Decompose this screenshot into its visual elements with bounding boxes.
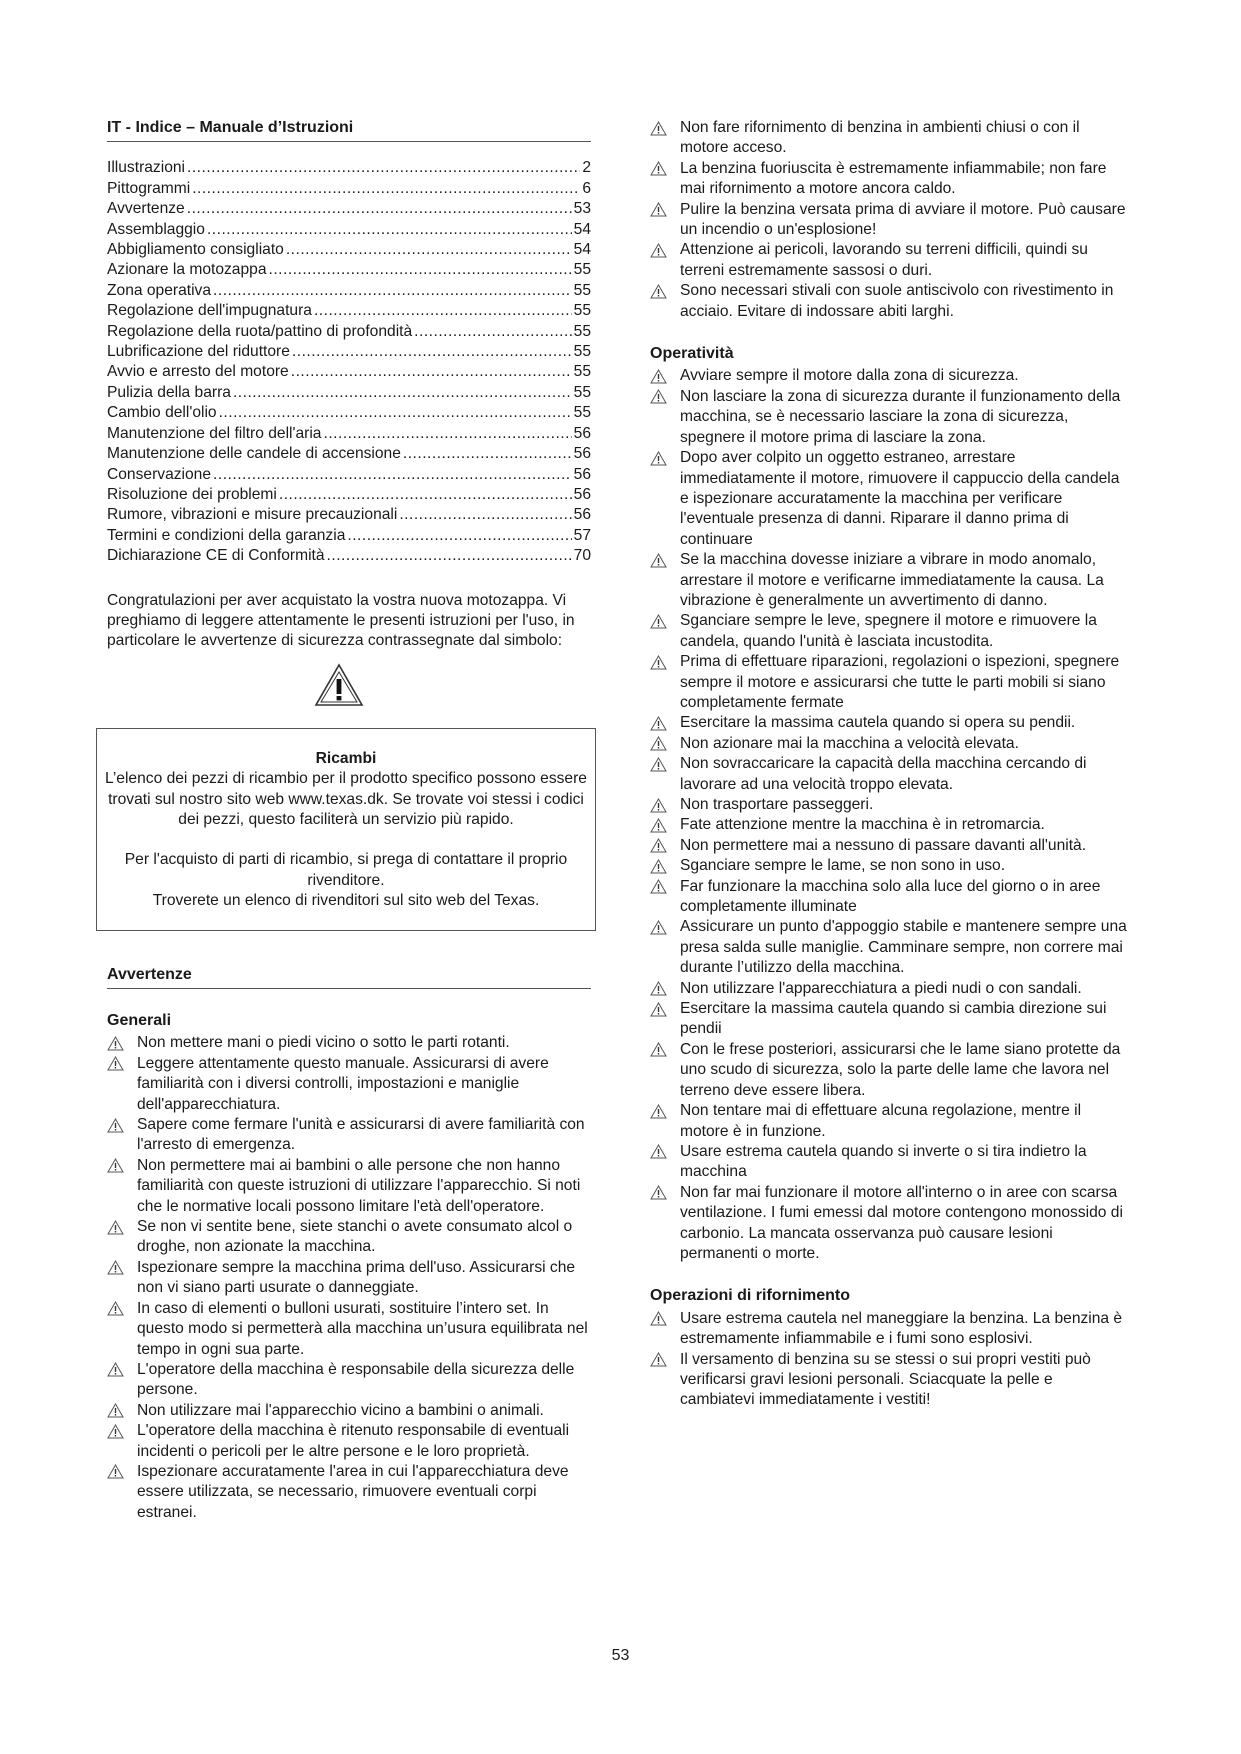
toc-entry-page: 56 — [573, 506, 591, 524]
spare-parts-box — [96, 728, 596, 931]
warning-item — [650, 652, 1130, 713]
toc-entry-page: 57 — [573, 526, 591, 544]
toc-leader — [286, 240, 572, 260]
warning-item — [650, 754, 1130, 795]
warning-text: Ispezionare sempre la macchina prima dell'uso. Assicurarsi che non vi siano parti usurate o danneggiate. — [137, 1258, 576, 1297]
spacer — [105, 830, 587, 850]
toc-leader — [187, 158, 580, 178]
toc-leader — [192, 179, 580, 199]
toc-entry[interactable] — [107, 505, 591, 525]
toc-entry-name: Illustrazioni — [107, 159, 185, 177]
spare-parts-paragraph: Per l'acquisto di parti di ricambio, si prega di contattare il proprio rivenditore. — [124, 851, 568, 889]
toc-entry[interactable] — [107, 546, 591, 566]
subsection-title-operativita: Operatività — [650, 345, 734, 363]
toc-entry-page: 2 — [582, 159, 591, 177]
toc-entry-name: Lubrificazione del riduttore — [107, 343, 290, 361]
warning-item — [650, 856, 1130, 876]
warning-icon — [650, 734, 680, 754]
warning-icon — [650, 917, 680, 937]
toc-leader — [347, 526, 571, 546]
warning-icon — [650, 836, 680, 856]
toc-entry-page: 55 — [573, 281, 591, 299]
intro-paragraph: Congratulazioni per aver acquistato la vostra nuova motozappa. Vi preghiamo di leggere attentamente le presenti istruzioni per l'uso, in particolare le avvertenze di sicurezza contrassegnate dal simbolo: — [107, 591, 575, 650]
toc-leader — [414, 322, 571, 342]
toc-entry-name: Conservazione — [107, 465, 212, 483]
warning-icon — [650, 856, 680, 876]
warning-item — [107, 1299, 591, 1360]
warning-icon — [107, 1299, 137, 1319]
toc-entry-name: Regolazione della ruota/pattino di profondità — [107, 322, 413, 340]
warning-item — [107, 1401, 591, 1421]
warning-item — [650, 1350, 1130, 1411]
toc-entry-page: 54 — [573, 220, 591, 238]
toc-leader — [314, 301, 572, 321]
warning-item — [107, 1421, 591, 1462]
warning-icon — [650, 611, 680, 631]
warning-icon — [650, 159, 680, 179]
toc-leader — [213, 281, 572, 301]
warning-list-rifornimento — [650, 1309, 1130, 1411]
warning-text: Non azionare mai la macchina a velocità elevata. — [680, 734, 1019, 752]
toc-entry[interactable] — [107, 220, 591, 240]
toc-leader — [327, 546, 572, 566]
toc-entry[interactable] — [107, 465, 591, 485]
warning-text: Non permettere mai a nessuno di passare davanti all'unità. — [680, 836, 1087, 854]
toc-entry-name: Pittogrammi — [107, 179, 191, 197]
warning-icon — [650, 877, 680, 897]
warning-item — [650, 1040, 1130, 1101]
warning-icon — [650, 815, 680, 835]
toc-entry-page: 55 — [573, 302, 591, 320]
warning-text: Far funzionare la macchina solo alla luce del giorno o in aree completamente illuminate — [680, 877, 1101, 916]
warning-icon — [650, 652, 680, 672]
toc-entry-name: Regolazione dell'impugnatura — [107, 302, 312, 320]
toc-entry[interactable] — [107, 362, 591, 382]
toc-entry-page: 55 — [573, 404, 591, 422]
warning-icon — [650, 1183, 680, 1203]
warning-item — [650, 240, 1130, 281]
warning-item — [650, 815, 1130, 835]
toc-entry-name: Termini e condizioni della garanzia — [107, 526, 346, 544]
warning-item — [650, 836, 1130, 856]
warning-item — [650, 1142, 1130, 1183]
warning-item — [107, 1115, 591, 1156]
toc-entry-name: Avvio e arresto del motore — [107, 363, 289, 381]
warning-text: Prima di effettuare riparazioni, regolazioni o ispezioni, spegnere sempre il motore e assicurarsi che tutte le parti mobili si siano completamente fermate — [680, 653, 1120, 711]
warning-icon — [107, 1033, 137, 1053]
warning-icon — [650, 366, 680, 386]
warning-icon — [650, 281, 680, 301]
spare-parts-paragraph: Troverete un elenco di rivenditori sul sito web del Texas. — [152, 892, 540, 910]
toc-leader — [219, 403, 572, 423]
warning-item — [107, 1054, 591, 1115]
warning-item — [650, 159, 1130, 200]
warning-text: Sapere come fermare l'unità e assicurarsi di avere familiarità con l'arresto di emergenza. — [137, 1116, 585, 1154]
page-number: 53 — [611, 1647, 630, 1664]
toc-leader — [207, 220, 572, 240]
warning-text: Sganciare sempre le lame, se non sono in uso. — [680, 857, 1006, 875]
toc-entry-name: Cambio dell'olio — [107, 404, 217, 422]
warning-text: Usare estrema cautela quando si inverte o si tira indietro la macchina — [680, 1142, 1087, 1181]
left-column — [107, 118, 591, 1523]
spare-parts-paragraph: L’elenco dei pezzi di ricambio per il prodotto specifico possono essere trovati sul nostro sito web www.texas.dk. Se trovate voi stessi i codici dei pezzi, questo faciliterà un servizio più rapido. — [105, 770, 587, 828]
warning-text: In caso di elementi o bulloni usurati, sostituire l’intero set. In questo modo si permetterà alla macchina un’usura equilibrata nel tempo in ogni sua parte. — [137, 1299, 588, 1358]
toc-entry-name: Dichiarazione CE di Conformità — [107, 547, 325, 565]
warning-item — [650, 550, 1130, 611]
warning-icon — [650, 1142, 680, 1162]
toc-entry[interactable] — [107, 301, 591, 321]
warning-item — [650, 448, 1130, 550]
toc-entry[interactable] — [107, 158, 591, 178]
warning-item — [107, 1217, 591, 1258]
warning-list-operativita — [650, 366, 1130, 1264]
warning-text: Non far mai funzionare il motore all'interno o in aree con scarsa ventilazione. I fumi emessi dal motore contengono monossido di carbonio. La mancata osservanza può causare lesioni permanenti o morte. — [680, 1183, 1123, 1262]
warning-text: Non lasciare la zona di sicurezza durante il funzionamento della macchina, se è necessario lasciare la zona di sicurezza, spegnere il motore prima di lasciare la zona. — [680, 387, 1121, 446]
warning-text: Non sovraccaricare la capacità della macchina cercando di lavorare ad una velocità troppo elevata. — [680, 755, 1087, 793]
toc-entry[interactable] — [107, 485, 591, 505]
warning-icon — [107, 1360, 137, 1380]
warning-item — [107, 1360, 591, 1401]
warning-item — [650, 366, 1130, 386]
toc-leader — [279, 485, 572, 505]
subsection-title-rifornimento: Operazioni di rifornimento — [650, 1287, 851, 1305]
toc-entry[interactable] — [107, 281, 591, 301]
warning-icon — [650, 200, 680, 220]
toc-entry-page: 53 — [573, 200, 591, 218]
warning-icon — [107, 1421, 137, 1441]
warning-icon — [650, 1101, 680, 1121]
warning-icon — [107, 1462, 137, 1482]
warning-icon — [107, 1258, 137, 1278]
warning-text: Assicurare un punto d'appoggio stabile e mantenere sempre una presa salda sulle maniglie. Camminare sempre, non correre mai durante l’utilizzo della macchina. — [680, 918, 1127, 977]
warning-item — [107, 1462, 591, 1523]
warning-item — [650, 387, 1130, 448]
warning-item — [650, 611, 1130, 652]
warning-item — [107, 1156, 591, 1217]
toc-entry[interactable] — [107, 526, 591, 546]
warning-text: Non mettere mani o piedi vicino o sotto le parti rotanti. — [137, 1034, 510, 1052]
warning-item — [107, 1258, 591, 1299]
toc-entry-name: Assemblaggio — [107, 220, 205, 238]
toc-entry[interactable] — [107, 199, 591, 219]
toc-entry-name: Pulizia della barra — [107, 383, 231, 401]
warning-icon — [650, 1040, 680, 1060]
warning-text: Non fare rifornimento di benzina in ambienti chiusi o con il motore acceso. — [680, 119, 1080, 157]
warning-icon — [650, 754, 680, 774]
toc-leader — [187, 199, 572, 219]
warning-text: Avviare sempre il motore dalla zona di sicurezza. — [680, 367, 1019, 385]
warning-icon — [650, 118, 680, 138]
toc-entry-page: 55 — [573, 363, 591, 381]
toc-title: IT - Indice – Manuale d’Istruzioni — [107, 118, 591, 142]
toc-entry-page: 70 — [573, 547, 591, 565]
warning-item — [650, 795, 1130, 815]
toc-entry-page: 56 — [573, 445, 591, 463]
warning-item — [650, 1101, 1130, 1142]
toc-entry[interactable] — [107, 342, 591, 362]
toc-entry[interactable] — [107, 383, 591, 403]
warning-text: Sono necessari stivali con suole antiscivolo con rivestimento in acciaio. Evitare di indossare abiti larghi. — [680, 282, 1114, 320]
warning-list-generali-continued — [650, 118, 1130, 322]
warning-text: Non tentare mai di effettuare alcuna regolazione, mentre il motore è in funzione. — [680, 1102, 1082, 1140]
warning-item — [650, 734, 1130, 754]
toc-entry-name: Abbigliamento consigliato — [107, 241, 284, 259]
warning-item — [650, 1183, 1130, 1265]
spare-parts-title: Ricambi — [315, 749, 377, 767]
warning-icon — [650, 1350, 680, 1370]
warning-text: Esercitare la massima cautela quando si cambia direzione sui pendii — [680, 1000, 1107, 1038]
toc-entry[interactable] — [107, 322, 591, 342]
warning-list-generali — [107, 1033, 591, 1523]
warning-text: Pulire la benzina versata prima di avviare il motore. Può causare un incendio o un'esplosione! — [680, 200, 1126, 239]
warning-icon — [650, 999, 680, 1019]
warning-item — [650, 118, 1130, 159]
warning-text: Leggere attentamente questo manuale. Assicurarsi di avere familiarità con i diversi controlli, impostazioni e maniglie dell'apparecchiatura. — [137, 1054, 549, 1113]
toc-leader — [403, 444, 572, 464]
warning-icon — [650, 387, 680, 407]
warning-icon — [650, 550, 680, 570]
warning-text: Ispezionare accuratamente l'area in cui l'apparecchiatura deve essere utilizzata, se necessario, rimuovere eventuali corpi estranei. — [137, 1462, 569, 1521]
toc-leader — [213, 465, 572, 485]
toc-entry-name: Manutenzione del filtro dell'aria — [107, 424, 322, 442]
warning-text: Con le frese posteriori, assicurarsi che le lame siano protette da uno scudo di sicurezza, solo la parte delle lame che lavora nel terreno deve essere libera. — [680, 1040, 1121, 1099]
toc-entry-name: Azionare la motozappa — [107, 261, 267, 279]
toc-entry[interactable] — [107, 240, 591, 260]
warning-icon — [650, 240, 680, 260]
toc-entry-page: 56 — [573, 424, 591, 442]
toc-leader — [269, 260, 572, 280]
warning-item — [650, 200, 1130, 241]
warning-icon — [650, 713, 680, 733]
toc-entry[interactable] — [107, 444, 591, 464]
warning-text: Non utilizzare mai l'apparecchio vicino a bambini o animali. — [137, 1401, 544, 1419]
toc-entry-page: 55 — [573, 261, 591, 279]
warning-icon — [107, 1217, 137, 1237]
warning-icon — [107, 1401, 137, 1421]
warning-icon — [650, 979, 680, 999]
toc-entry-page: 6 — [582, 179, 591, 197]
right-column — [650, 118, 1130, 1411]
toc-entry-name: Zona operativa — [107, 281, 212, 299]
warning-icon — [107, 1115, 137, 1135]
toc-entry[interactable] — [107, 403, 591, 423]
toc-leader — [323, 424, 571, 444]
subsection-title-generali: Generali — [107, 1012, 172, 1029]
warning-text: Non trasportare passeggeri. — [680, 796, 874, 813]
toc-entry[interactable] — [107, 424, 591, 444]
warning-item — [650, 877, 1130, 918]
toc-entry-name: Avvertenze — [107, 200, 185, 218]
toc-entry[interactable] — [107, 260, 591, 280]
warning-text: Non utilizzare l'apparecchiatura a piedi nudi o con sandali. — [680, 979, 1082, 997]
warning-text: Se la macchina dovesse iniziare a vibrare in modo anomalo, arrestare il motore e verificarne immediatamente la causa. La vibrazione è generalmente un avvertimento di danno. — [680, 551, 1104, 609]
warning-item — [650, 281, 1130, 322]
warning-text: Esercitare la massima cautela quando si opera su pendii. — [680, 714, 1076, 732]
warning-text: Sganciare sempre le leve, spegnere il motore e rimuovere la candela, quando l'unità è lasciata incustodita. — [680, 612, 1097, 650]
warning-text: La benzina fuoriuscita è estremamente infiammabile; non fare mai rifornimento a motore ancora caldo. — [680, 159, 1107, 198]
toc-entry-page: 55 — [573, 322, 591, 340]
warning-item — [650, 1309, 1130, 1350]
warning-icon — [650, 1309, 680, 1329]
warning-text: Il versamento di benzina su se stessi o sui propri vestiti può verificarsi gravi lesioni personali. Sciacquate la pelle e cambiatevi immediatamente i vestiti! — [680, 1350, 1091, 1409]
toc-leader — [292, 342, 572, 362]
warning-icon — [107, 1054, 137, 1074]
table-of-contents — [107, 158, 591, 566]
warning-text: L'operatore della macchina è ritenuto responsabile di eventuali incidenti o pericoli per le altre persone e le loro proprietà. — [137, 1422, 570, 1460]
warning-text: Fate attenzione mentre la macchina è in retromarcia. — [680, 816, 1045, 834]
toc-entry-name: Rumore, vibrazioni e misure precauzionali — [107, 506, 398, 524]
toc-entry-page: 56 — [573, 485, 591, 503]
warning-icon — [650, 448, 680, 468]
warning-text: L'operatore della macchina è responsabile della sicurezza delle persone. — [137, 1360, 575, 1399]
warning-item — [650, 999, 1130, 1040]
toc-entry-page: 54 — [573, 241, 591, 259]
toc-entry-page: 55 — [573, 343, 591, 361]
toc-entry[interactable] — [107, 179, 591, 199]
toc-entry-name: Manutenzione delle candele di accensione — [107, 445, 401, 463]
warning-text: Non permettere mai ai bambini o alle persone che non hanno familiarità con queste istruzioni di utilizzare l'apparecchio. Si noti che le normative locali possono limitare l'età dell'operatore. — [137, 1156, 581, 1215]
warning-text: Attenzione ai pericoli, lavorando su terreni difficili, quindi su terreni estremamente sassosi o duri. — [680, 241, 1088, 279]
warning-text: Usare estrema cautela nel maneggiare la benzina. La benzina è estremamente infiammabile e i fumi sono esplosivi. — [680, 1309, 1123, 1348]
warning-item — [650, 979, 1130, 999]
toc-entry-name: Risoluzione dei problemi — [107, 485, 277, 503]
toc-leader — [399, 505, 571, 525]
warning-text: Se non vi sentite bene, siete stanchi o avete consumato alcol o droghe, non azionate la macchina. — [137, 1218, 573, 1256]
warning-item — [107, 1033, 591, 1053]
warning-item — [650, 917, 1130, 978]
toc-leader — [233, 383, 572, 403]
warning-icon — [650, 795, 680, 815]
warning-triangle-icon — [313, 662, 365, 708]
warning-icon — [107, 1156, 137, 1176]
section-title-avvertenze: Avvertenze — [107, 965, 591, 989]
warning-text: Dopo aver colpito un oggetto estraneo, arrestare immediatamente il motore, rimuovere il cappuccio della candela e ispezionare accuratamente la macchina per verificare l'eventuale presenza di danni. Riparare il danno prima di continuare — [680, 449, 1120, 548]
toc-entry-page: 56 — [573, 465, 591, 483]
toc-leader — [291, 362, 572, 382]
warning-item — [650, 713, 1130, 733]
toc-entry-page: 55 — [573, 383, 591, 401]
